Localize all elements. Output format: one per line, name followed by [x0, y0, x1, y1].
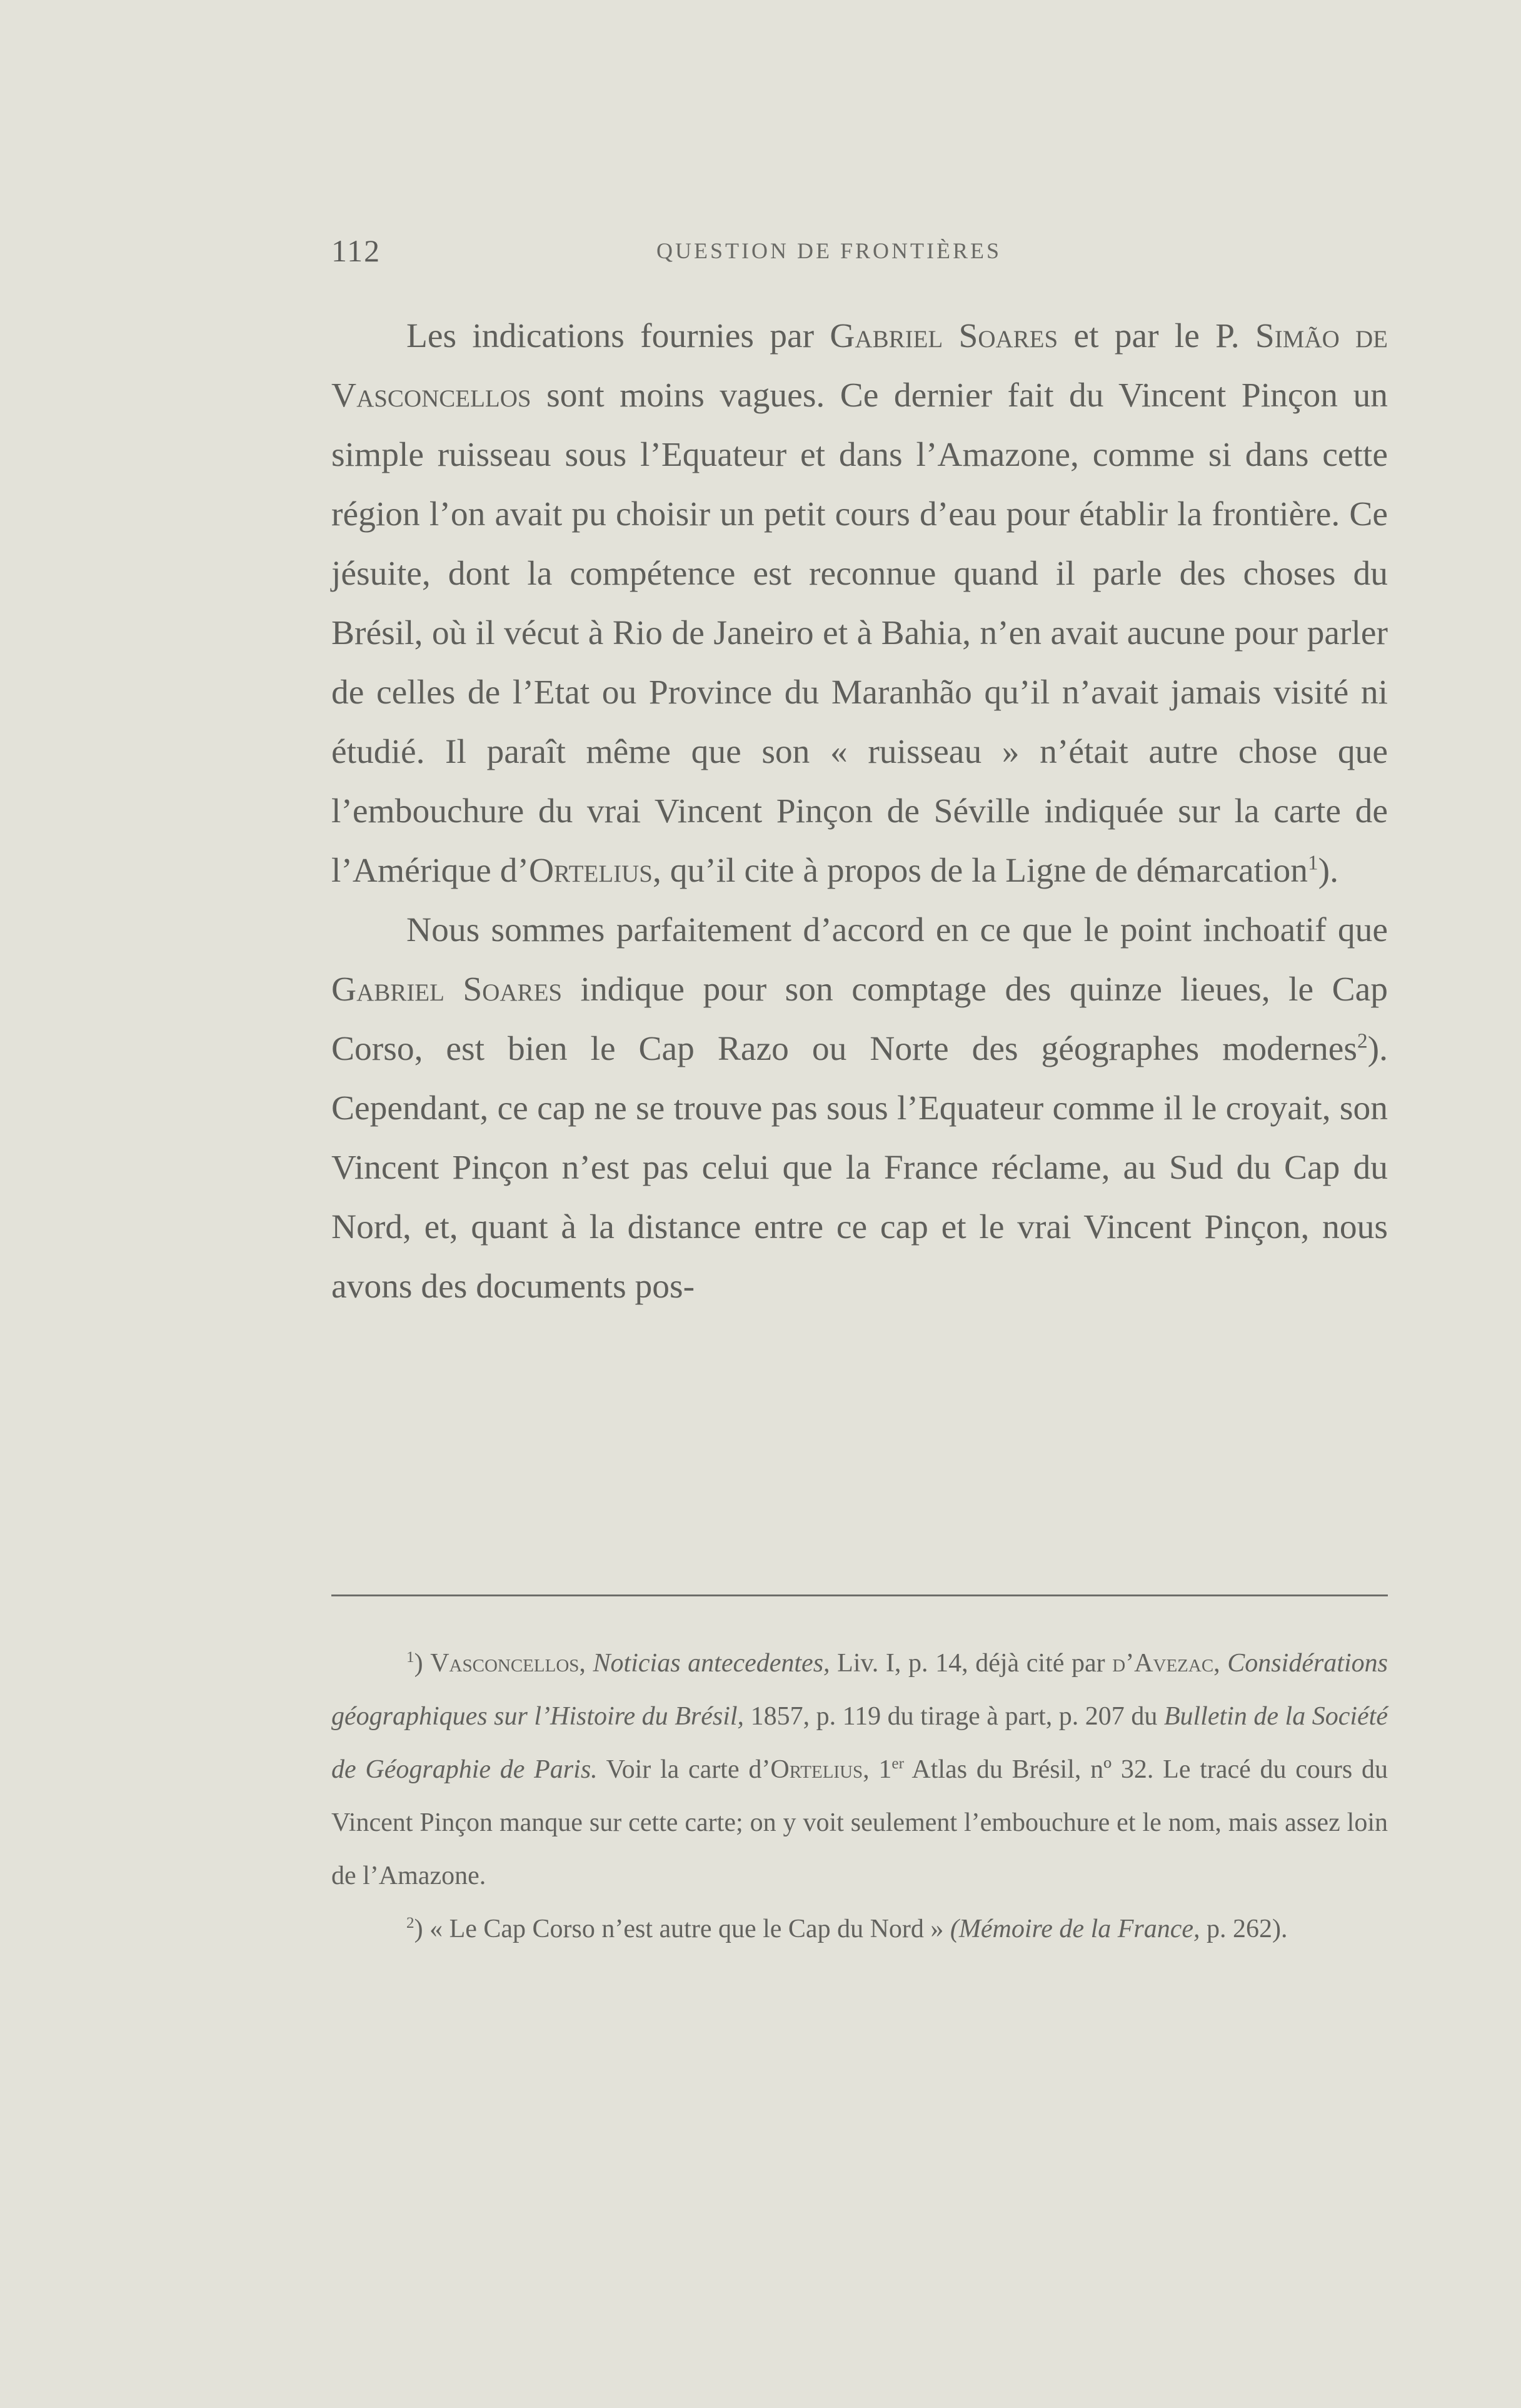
footnote-mark: 2	[406, 1915, 414, 1932]
text-run: 1857, p. 119 du tirage à part, p. 207 du	[744, 1702, 1164, 1731]
text-run: Les indications fournies par	[406, 317, 830, 355]
work-title: (Mémoire de la France,	[950, 1915, 1200, 1943]
footnote-mark: 1	[406, 1649, 414, 1666]
author-name: Simão de Vasconcellos	[331, 317, 1388, 415]
author-name: Ortelius	[770, 1755, 863, 1784]
footnote-1	[331, 1637, 1388, 1903]
text-run: Atlas du Brésil, nº 32. Le tracé du cours du Vincent Pinçon manque sur cette carte; on y voit seulement l’embouchure et le nom, mais assez loin de l’Amazone.	[331, 1755, 1388, 1890]
text-run: ,	[579, 1649, 593, 1678]
paragraph-1	[331, 306, 1388, 900]
author-name: Gabriel Soares	[830, 317, 1058, 355]
text-run: p. 262).	[1200, 1915, 1288, 1943]
work-title: Considérations géographiques sur l’Histoire du Brésil,	[331, 1649, 1388, 1731]
work-title: Bulletin de la Société de Géographie de Paris.	[331, 1702, 1388, 1784]
page-number: 112	[331, 233, 381, 268]
page-header	[331, 233, 1388, 276]
footnotes	[331, 1637, 1388, 1956]
text-run: , 1	[863, 1755, 892, 1784]
footnote-ref-1: 1	[1307, 851, 1318, 875]
running-head: QUESTION DE FRONTIÈRES	[656, 238, 1001, 263]
body-text	[331, 306, 1388, 1316]
text-run: , qu’il cite à propos de la Ligne de démarcation	[653, 852, 1308, 890]
text-run: et par le P.	[1058, 317, 1255, 355]
text-run: )	[414, 1649, 431, 1678]
text-run: ,	[1213, 1649, 1228, 1678]
author-name: Vasconcellos	[430, 1649, 580, 1678]
author-name: d’Avezac	[1112, 1649, 1214, 1678]
text-run: ). Cependant, ce cap ne se trouve pas sous l’Equateur comme il le croyait, son Vincent Pinçon n’est pas celui que la France réclame, au Sud du Cap du Nord, et, quant à la distance entre ce cap et le vrai Vincent Pinçon, nous avons des documents pos-	[331, 1030, 1388, 1306]
author-name: Gabriel Soares	[331, 970, 563, 1009]
author-name: Ortelius	[528, 852, 653, 890]
footnote-2	[331, 1903, 1388, 1956]
ordinal-suffix: er	[891, 1755, 904, 1772]
paragraph-2	[331, 900, 1388, 1316]
text-run: indique pour son comptage des quinze lieues, le Cap Corso, est bien le Cap Razo ou Norte des géographes modernes	[331, 970, 1388, 1068]
footnote-ref-2: 2	[1357, 1029, 1368, 1053]
text-run: Voir la carte d’	[597, 1755, 771, 1784]
work-title: Noticias antecedentes,	[593, 1649, 830, 1678]
footnote-divider	[331, 1594, 1388, 1596]
text-run: ).	[1318, 852, 1338, 890]
text-run: ) « Le Cap Corso n’est autre que le Cap du Nord »	[414, 1915, 950, 1943]
text-run: Liv. I, p. 14, déjà cité par	[830, 1649, 1113, 1678]
text-run: Nous sommes parfaitement d’accord en ce que le point inchoatif que	[406, 911, 1388, 949]
text-run: sont moins vagues. Ce dernier fait du Vincent Pinçon un simple ruisseau sous l’Equateur et dans l’Amazone, comme si dans cette région l’on avait pu choisir un petit cours d’eau pour établir la frontière. Ce jésuite, dont la compétence est reconnue quand il parle des choses du Brésil, où il vécut à Rio de Janeiro et à Bahia, n’en avait aucune pour parler de celles de l’Etat ou Province du Maranhão qu’il n’avait jamais visité ni étudié. Il paraît même que son « ruisseau » n’était autre chose que l’embouchure du vrai Vincent Pinçon de Séville indiquée sur la carte de l’Amérique d’	[331, 376, 1388, 890]
